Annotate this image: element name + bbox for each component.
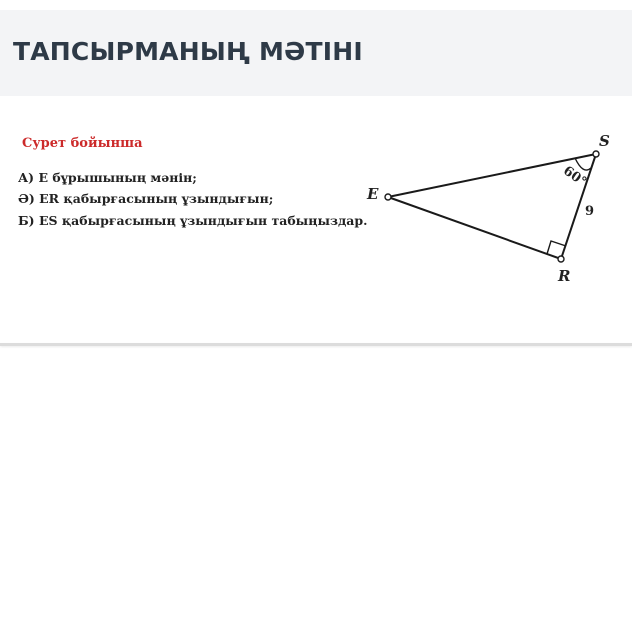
vertex-r-point bbox=[558, 256, 564, 262]
side-sr-length-label: 9 bbox=[585, 204, 595, 219]
task-header bbox=[0, 10, 632, 96]
vertex-e-point bbox=[385, 194, 391, 200]
task-content bbox=[0, 96, 632, 344]
task-question-b: Ә) ER қабырғасының ұзындығын; bbox=[18, 191, 274, 206]
side-er bbox=[388, 197, 561, 259]
task-question-c: Б) ES қабырғасының ұзындығын табыңыздар. bbox=[18, 213, 368, 228]
task-image bbox=[0, 96, 632, 344]
content-divider bbox=[0, 343, 632, 346]
task-question-a: А) Е бұрышының мәнін; bbox=[18, 170, 197, 185]
vertex-e-label: E bbox=[367, 185, 379, 203]
vertex-s-label: S bbox=[599, 132, 610, 150]
angle-arc-s bbox=[575, 158, 591, 170]
angle-label: 60° bbox=[560, 163, 589, 190]
triangle-diagram bbox=[0, 96, 632, 344]
vertex-r-label: R bbox=[558, 267, 571, 285]
vertex-s-point bbox=[593, 151, 599, 157]
task-heading: Сурет бойынша bbox=[22, 136, 143, 151]
page-title: ТАПСЫРМАНЫҢ МӘТІНІ bbox=[13, 37, 363, 66]
